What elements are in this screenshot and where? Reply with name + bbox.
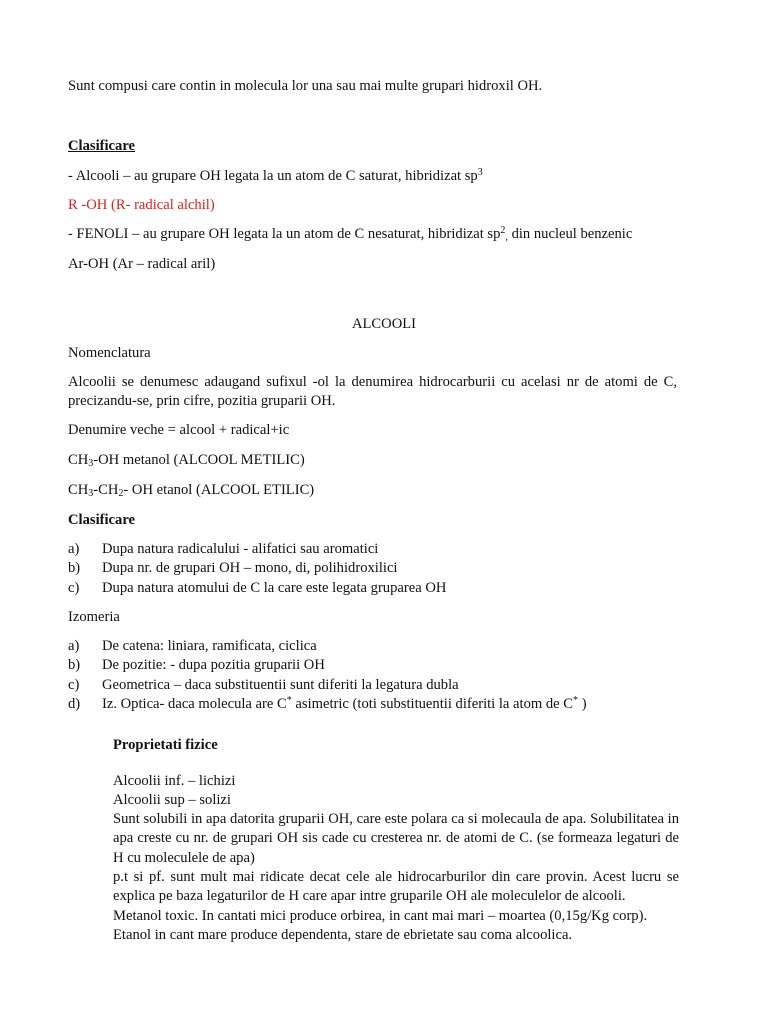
list-item: a) Dupa natura radicalului - alifatici sau aromatici (68, 541, 379, 557)
subscript: 3 (88, 458, 94, 469)
proprietati-line: Alcoolii inf. – lichizi (113, 773, 236, 789)
subscript: , (505, 232, 508, 243)
formula-aroh: Ar-OH (Ar – radical aril) (68, 256, 216, 272)
nomenclatura-heading: Nomenclatura (68, 345, 151, 361)
superscript: 3 (477, 167, 483, 178)
solubilitate-paragraph: Sunt solubili in apa datorita gruparii OH, care este polara ca si molecaula de apa. Solubilitatea in apa creste cu nr. de grupari OH sis cade cu cresterea nr. de atomi de C. (se formeaza legaturi de H cu moleculele de apa) (113, 811, 679, 866)
izomeria-list (68, 637, 587, 714)
clasificare-list (68, 540, 446, 598)
intro-text: Sunt compusi care contin in molecula lor una sau mai multe grupari hidroxil OH. (68, 78, 543, 94)
superscript: 2 (500, 225, 506, 236)
proprietati-line: Alcoolii sup – solizi (113, 792, 231, 808)
subscript: 3 (88, 488, 94, 499)
title-alcooli: ALCOOLI (351, 316, 417, 332)
list-item: c) Geometrica – daca substituentii sunt diferiti la legatura dubla (68, 676, 459, 693)
superscript: * (286, 694, 292, 706)
etanol-formula: $CH_3-CH_2-$ OH etanol (ALCOOL ETILIC) (68, 482, 315, 499)
list-item: c) Dupa natura atomului de C la care este legata gruparea OH (68, 579, 447, 596)
metanol-toxic: Metanol toxic. In cantati mici produce orbirea, in cant mai mari – moartea (0,15g/Kg corp). (113, 908, 648, 924)
izomeria-heading: Izomeria (68, 609, 120, 625)
list-item: d) Iz. Optica- daca molecula are C* asimetric (toti substituentii diferiti la atom de C* ) (68, 694, 587, 712)
nomenclatura-paragraph: Alcoolii se denumesc adaugand sufixul -ol la denumirea hidrocarburii cu acelasi nr de atomi de C, precizandu-se, prin cifre, pozitia gruparii OH. (68, 374, 677, 409)
clasificare-heading-2: Clasificare (68, 512, 136, 528)
list-item: b) De pozitie: - dupa pozitia gruparii OH (68, 657, 325, 674)
section-heading-clasificare: Clasificare (68, 138, 136, 154)
list-item: a) De catena: liniara, ramificata, ciclica (68, 638, 317, 654)
superscript: * (573, 694, 579, 706)
metanol-formula: $CH_3-OH$ metanol (ALCOOL METILIC) (68, 452, 305, 469)
formula-roh: R -OH (R- radical alchil) (68, 197, 215, 213)
subscript: 2 (118, 488, 124, 499)
etanol-effects: Etanol in cant mare produce dependenta, stare de ebrietate sau coma alcoolica. (113, 927, 573, 943)
denumire-veche: Denumire veche = alcool + radical+ic (68, 422, 290, 438)
fenoli-definition: - FENOLI – au grupare OH legata la un atom de C nesaturat, hibridizat $sp^2_,$ din nucleul benzenic (68, 225, 633, 243)
alcooli-definition: - Alcooli – au grupare OH legata la un atom de C saturat, hibridizat $sp^3$ (68, 167, 483, 184)
proprietati-heading: Proprietati fizice (113, 737, 218, 753)
list-item: b) Dupa nr. de grupari OH – mono, di, polihidroxilici (68, 560, 398, 577)
pt-pf-paragraph: p.t si pf. sunt mult mai ridicate decat cele ale hidrocarburilor din care provin. Acest lucru se explica pe baza legaturilor de H care apar intre gruparile OH ale moleculelor de alcooli. (113, 869, 679, 905)
